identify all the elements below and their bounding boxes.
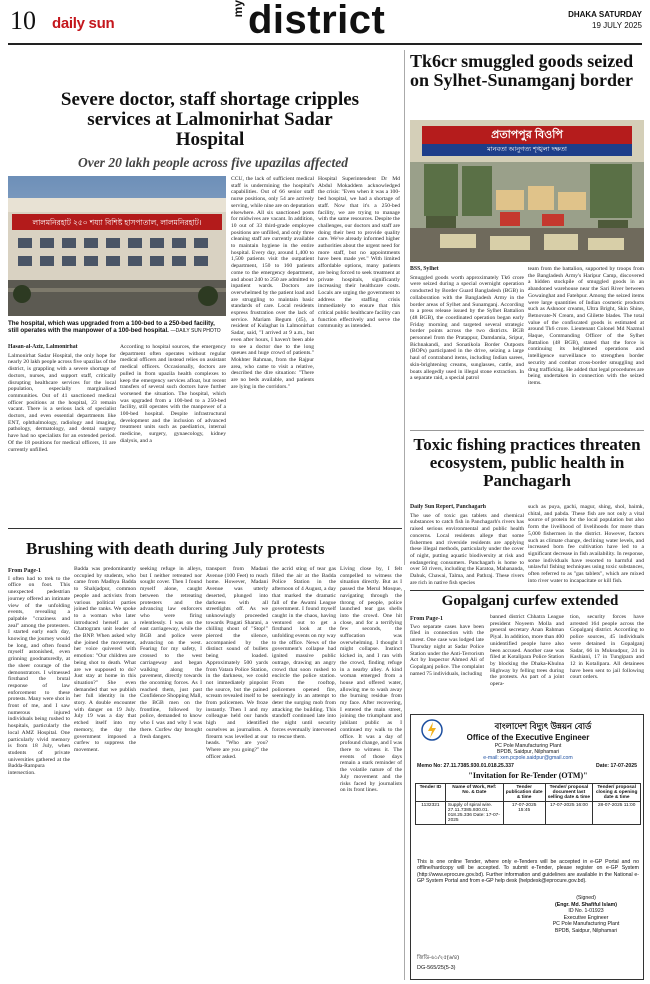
bop-slogan: মানবতা আনুগত্য শৃঙ্খলা দক্ষতা <box>487 146 567 153</box>
tender-designation: Executive Engineer <box>563 914 609 921</box>
masthead-divider <box>8 43 642 45</box>
brushing-from-page: From Page-1 <box>8 568 42 574</box>
gopalganj-body-col1 <box>410 614 484 710</box>
hospital-headline: Severe doctor, staff shortage cripples services at Lalmonirhat Sadar Hospital <box>60 89 360 150</box>
gopalganj-body-col3 <box>570 614 644 710</box>
gopalganj-text-col1: Two separate cases have been filed in connection with the unrest. One case was lodged late Thursday night at Sadar Police Station under the Anti-Terrorism Act by Inspector Ahmed Ali of Gopalganj police. The complaint named 75 individuals, including <box>410 623 484 677</box>
hospital-photo <box>8 176 226 316</box>
tender-col-selling: Tender/ proposal document last selling date & time <box>545 784 593 802</box>
tender-address1: PC Pole Manufacturing Plant <box>494 743 562 749</box>
brushing-body-col1 <box>8 566 70 976</box>
right-vertical-divider <box>404 590 405 980</box>
gopalganj-body-col2 <box>490 614 564 710</box>
tender-col-publication: Tender publication date & time <box>503 784 545 802</box>
tender-office: Office of the Executive Engineer <box>466 733 590 742</box>
goods-photo-credit: BSS, Sylhet <box>410 266 439 272</box>
goods-text-col1: Smuggled goods worth approximately Tk6 crore were seized during a special overnight operation conducted by Border Guard Bangladesh (BGB) in collaboration with the Bangladesh Army in the border areas of Sylhet and Sunamganj. According to a press release issued by the Sylhet Battalion (48 BGB), the coordinated operation began early Friday morning and targeted several strategic border points across the two districts. BGB personnel from the Pratappur, Damdamia, Sripur, Bichnakandi, and Sonatikola Border Outposts (BOPs) participated in the drive, seizing a large haul of contraband items, including Indian sarees, skin-brightening creams, sunglasses, cattle, and boats allegedly used in illegal stone extraction. In a separate raid, a special patrol <box>410 274 524 382</box>
tender-memo: Memo No: 27.11.7385.930.01.018.25.337 <box>417 763 514 769</box>
brushing-body-col2 <box>74 566 136 976</box>
brushing-text-col5: the acrid sting of tear gas filled the air at the Badda Police Station in the afternoon of 4 August, a day that marked the dramatic fall of the Awami League government. I found myself caught in the chaos, having ventured out to get a firsthand look at the unfolding events on my way to the office. News of the government's collapse had ignited massive public outrage, drawing an angry crowd that soon rushed to encircle the police station. From the rooftop, policemen opened fire, seemingly in an attempt to deter the surging mob from attacking the building. This standoff continued late into the night until security forces eventually intervened to rescue them. <box>272 566 336 740</box>
tender-address2: BPDB, Saidpur, Nilphamari <box>496 749 560 755</box>
toxic-text-col1: The use of toxic gas tablets and chemical substances to catch fish in Panchagarh's rivers has raised serious environmental and public health concerns. Local residents allege that some fishermen and riverside residents are applying these illegal methods, particularly under the cover of night, putting aquatic biodiversity at risk and endangering consumers. Panchagarh is home to over 50 rivers, including the Karatoa, Mahananda, Dahuk, Chawai, Talma, and Pathraj. These rivers are rich in native fish species <box>410 512 524 586</box>
hospital-byline: Hasan-al-Aziz, Lalmonirhat <box>8 344 78 350</box>
goods-text-col2: team from the battalion, supported by troops from the Bangladesh Army's Haripur Camp, discovered a hidden stockpile of smuggled goods in an abandoned warehouse near the Sari River between Gowainghat and Fatehpur. Among the seized items were large quantities of Indian cosmetic products such as Ashnoor creams, Ultra Bright, Skin Shine, Betnovate-N Cream, and Glilette blades. The total value of the confiscated goods is estimated at around Tk6 crore. Lieutenant Colonel Md Nazmul Haque, Commanding Officer of the Sylhet Battalion (48 BGB), stated that the force is continuing its heightened operations and intelligence surveillance to strengthen border security and combat cross-border smuggling and drug trafficking. He added that legal procedures are being undertaken in connection with the seized items. <box>528 266 644 386</box>
brand-logo: daily sun <box>52 15 115 32</box>
brushing-divider <box>8 528 402 529</box>
toxic-byline: Daily Sun Report, Panchagarh <box>410 504 487 510</box>
brushing-text-col2: Badda was predominantly occupied by students, who came from Madhya Badda to Shahjadpur, common people and activists from various political parties joined the ranks. We spoke to a woman who later introduced herself as a Chattogram unit leader of the BNP. When asked why she joined the movement, her voice quivered with emotion: "Our children are being shot to death. What are we supposed to do? Just stay at home in this situation?" She even demanded that we publish her full identity in the story. A double encounter with danger on 19 July. July 19 was a day that etched itself into my memory, the day the government imposed a curfew to suppress the movement. <box>74 566 136 753</box>
brushing-text-col4: transport from Madani Avenue (100 Feet) to reach home. However, Madani Avenue was utterly deserted, plunged into darkness with all streetlights off. As we unknowingly proceeded towards Pragati Sharani, a chilling shout of "Stop!" pierced the silence, accompanied by the distinct sound of bullets being loaded. Approximately 500 yards from Vatara Police Station, in the darkness, we could not immediately pinpoint the source, but the pained scream revealed itself to be from policemen. We froze instantly. Then I and my colleague held our hands high and identified ourselves as journalists. A firearm was levelled at our heads. "Who are you? Where are you going?" the officer asked. <box>206 566 268 760</box>
hospital-text-col1: Lalmonirhat Sadar Hospital, the only hope for nearly 20 lakh people across five upazilas of the district, is grappling with a severe shortage of doctors, nurses, and support staff, critically disrupting healthcare services for the local population, especially marginalised communities. Out of 41 sanctioned medical officer positions at the hospital, 23 remain vacant. There is a serious lack of specialist doctors, and even essential departments like ENT, ophthalmology, radiology and imaging, pathology, dermatology, and dental surgery have had no specialists for an extended period. Of the 18 positions for medical officers, 11 are currently unfilled. <box>8 352 116 453</box>
tender-notice-text: This is one online Tender, where only e-Tenders will be accepted in e-GP Portal and no offline/hardcopy will be accepted. To submit e-Tender, please register on e-GP System (http://www.eprocure.gov.bd). Further information and guidelines are available in the National e-GP System Portal and from e-GP help desk (helpdesk@eprocure.gov.bd). <box>417 859 639 885</box>
gopalganj-from-page: From Page-1 <box>410 616 444 622</box>
hospital-body-col3 <box>231 176 314 522</box>
table-row <box>416 802 641 825</box>
tender-id-no: ID No. 1-01923 <box>568 908 604 915</box>
tender-sig-addr2: BPDB, Saidpur, Nilphamari <box>554 927 618 934</box>
hospital-sign-text: লালমনিরহাট ২৫০ শয্যা বিশিষ্ট হাসপাতাল, লালমনিরহাট। <box>32 218 202 227</box>
page-number: 10 <box>10 6 36 35</box>
dateline-city: DHAKA SATURDAY <box>568 10 642 19</box>
brushing-text-col3: seeking refuge in alleys, but I neither retreated nor sought cover. Then I found myself alone, caught between the retreating protesters and the advancing law enforcers who were firing relentlessly. I was on the east carriageway, while the BGB and police were advancing on the west. Fearing for my safety, I crossed to the west carriageway and began walking along the pavement, directly towards the oncoming forces. As I reached them, just past Confidence Shopping Mall, the BGB men on the frontline, followed by police, demanded to know who I was and why I was there. Curfew day brought fresh dangers. <box>140 566 202 740</box>
goods-body-col1 <box>410 266 524 426</box>
gopalganj-text-col2: banned district Chhatra League president Noyeem Molla and general secretary Anan Rahman Piyal. In addition, more than 400 unidentified people have also been accused. Another case was filed at Kotalipara Police Station by blocking the Dhaka-Khulna Highway by felling trees during the protests. As part of a joint opera- <box>490 614 564 688</box>
tender-table <box>415 783 641 825</box>
hospital-body-col1 <box>8 344 116 522</box>
gopalganj-headline: Gopalganj curfew extended <box>441 593 619 609</box>
brushing-body-col5 <box>272 566 336 976</box>
tender-gd-code: জিডি-৬১/২৫(৬/৪) <box>417 955 460 961</box>
brushing-headline: Brushing with death during July protests <box>26 539 325 558</box>
hospital-photo-caption <box>8 320 226 335</box>
hospital-body-col2 <box>120 344 226 522</box>
brushing-text-col6: Living close by, I felt compelled to witness the situation directly. But as I passed the Merul Mosque, navigating through the throng of people, police launched tear gas shells into the crowd. One hit close, and for a terrifying few seconds, the suffocation was overwhelming. I thought I might collapse. Instinct kicked in, and I ran with the crowd, finding refuge in a nearby alley. A kind woman emerged from a house and offered water, allowing me to wash away the burning residue from my face. After recovering, I entered the main street, joining the triumphant and jubilant public as I continued my walk to the office. It was a day of profound change, and I was there to witness it. The events of those days remain a stark reminder of the volatile nature of the July movement and the risks faced by journalists on its front lines. <box>340 566 402 794</box>
toxic-text-col2: such as puya, gachi, magur, shing, shol, baimk, chital, and pabda. These fish are not only a vital source of protein for the local population but also form the livelihood of livelihoods for more than 5,000 fishermen in the district. However, factors such as climate change, declining water levels, and increased born fee cultivation have led to a significant decrease in fish availability. In response, some individuals have resorted to harmful and unlawful fishing techniques using toxic substances, often referred to as "gas tablets", which are mixed into river water to incapacitate or kill fish. <box>528 504 644 584</box>
toxic-headline: Toxic fishing practices threaten ecosystem, public health in Panchagarh <box>413 435 641 490</box>
gopalganj-divider <box>410 590 644 591</box>
tender-sig-addr1: PC Pole Manufacturing Plant <box>552 921 620 928</box>
tender-notice <box>410 714 644 980</box>
tender-org-bangla: বাংলাদেশ বিদ্যুৎ উন্নয়ন বোর্ড <box>494 721 592 731</box>
tender-selling-cell: 17-07-2025 16:00 <box>545 802 593 825</box>
caption-text: The hospital, which was upgraded from a 100-bed to a 250-bed facility, still operates with the manpower of a 100-bed hospital. <box>8 320 215 335</box>
hospital-body-col4 <box>318 176 400 522</box>
section-prefix: my <box>231 0 245 18</box>
tender-publication-cell: 17-07-2025 15:45 <box>503 802 545 825</box>
tender-signed: (Signed) <box>576 895 596 901</box>
goods-headline: Tk6cr smuggled goods seized on Sylhet-Sunamganj border <box>410 51 634 90</box>
tender-col-work: Name of Work, Ref: No. & Date <box>445 784 503 802</box>
tender-signature-block <box>531 895 641 935</box>
goods-photo <box>410 120 644 262</box>
goods-body-col2 <box>528 266 644 426</box>
tender-work-cell: Supply of spiral wire. 27.11.7385.930.01. 018.25.336 Date: 17-07-2025 <box>445 802 503 825</box>
dateline-date: 19 JULY 2025 <box>592 21 642 30</box>
brushing-body-col3 <box>140 566 202 976</box>
gopalganj-text-col3: tion, security forces have arrested 164 people across the Gopalganj district. According to police sources, 45 individuals were detained in Gopalganj Sadar, 66 in Muksudpur, 24 in Kashiani, 17 in Tungipara and 12 in Kotalipara. All detainees have been sent to jail following court orders. <box>570 614 644 681</box>
brushing-text-col1: I often had to trek to the office on foot. This unexpected pedestrian journey offered an intimate view of the unfolding events, revealing a palpable "craziness and zeal" among the protesters. I started early each day, knowing the journey would be long, and often found myself astonished, even grinning goodnaturedly, at the sheer courage of the demonstrators. I witnessed firsthand the brutal response of law enforcement to these protests. Many were shot in front of me, and I saw numerous injured individuals being rushed to hospitals, particularly the local AMZ Hospital. One particularly vivid memory is from 18 July, when students of private universities gathered at the Badda-Rampura intersection. <box>8 575 70 777</box>
goods-divider <box>410 430 644 431</box>
bop-sign: প্রতাপপুর বিওপি <box>491 129 563 141</box>
tender-email[interactable]: e-mail: xen.pcpole.saidpur@gmail.com <box>483 755 573 761</box>
hospital-text-col3: CCU, the lack of sufficient medical staff is undermining the hospital's capabilities. Out of 66 senior staff nurse positions, only 54 are actively serving, while nine are on deputation elsewhere. All six sanctioned posts for midwives are vacant. In addition, 10 out of 33 third-grade employee positions are unfilled, and only three cleaning staff are currently available to maintain hygiene in the entire hospital. Every day, around 1,400 to 1,500 patients visit the outpatient department, 150 to 160 patients come to the emergency department, and about 240 to 250 are admitted to inpatient wards. Doctors are overwhelmed by the patient load and are struggling to maintain basic standards of care. Local residents express frustration over the lack of service. Mariam Begum (45), a resident of Kulaghat in Lalmonirhat Sadar, said, "I arrived at 9 a.m., but even after hours, I haven't been able to see a doctor due to the long queues and huge crowd of patients." Mokhter Rahman, from the Rajpur area, who came to visit a relative, described the dire situation: "There are no beds available, and patients are lying in the corridors." <box>231 176 314 390</box>
tender-memo-date: Date: 17-07-2025 <box>596 763 637 769</box>
section-title: district <box>248 0 386 42</box>
brushing-body-col6 <box>340 566 402 976</box>
masthead <box>0 0 650 44</box>
tender-title: "Invitation for Re-Tender (OTM)" <box>468 771 588 780</box>
tender-col-closing: Tender/ proposal closing & opening date & time <box>593 784 641 802</box>
hospital-text-col4: Hospital Superintendent Dr Md Abdul Mokaddem acknowledged the crisis: "Even when it was a 100-bed hospital, we had a shortage of staff. Now that it's a 250-bed facility, we are trying to manage with the same resources. Despite the challenges, our doctors and staff are doing their best to provide quality care. We've already informed higher authorities about the urgent need for more staff, but no appointments have been made yet." With limited affordable options, many patients are being forced to seek treatment at private hospitals, significantly increasing their healthcare costs. Locals are urging the government to address the staffing crisis immediately to ensure that this critical public healthcare facility can function effectively and serve the community as intended. <box>318 176 400 330</box>
hospital-text-col2: According to hospital sources, the emergency department often operates without regular medical officers and instead relies on assistant medical officers. Occasionally, doctors are pulled in from upazila health complexes to keep the emergency services afloat, but recent transfers of several such doctors have further worsened the situation. The hospital, which was upgraded from a 100-bed to a 250-bed facility, still operates with the manpower of a 100-bed hospital. Despite infrastructural development and the inclusion of advanced treatment units such as paediatrics, internal medicine, surgery, gynaecology, kidney dialysis, and a <box>120 344 226 444</box>
caption-credit: —DAILY SUN PHOTO <box>170 328 221 335</box>
tender-col-id: Tender ID <box>416 784 446 802</box>
tender-signatory: (Engr. Md. Shafiful Islam) <box>555 901 617 908</box>
tender-id-cell: 1132321 <box>416 802 446 825</box>
hospital-subhead: Over 20 lakh people across five upazilas affected <box>77 155 349 170</box>
toxic-body-col2 <box>528 504 644 588</box>
tender-closing-cell: 28-07-2025 11:00 <box>593 802 641 825</box>
toxic-body-col1 <box>410 504 524 588</box>
tender-dg-code: DG-565/25(5-3) <box>417 965 456 971</box>
vertical-divider <box>404 50 405 565</box>
brushing-body-col4 <box>206 566 268 976</box>
